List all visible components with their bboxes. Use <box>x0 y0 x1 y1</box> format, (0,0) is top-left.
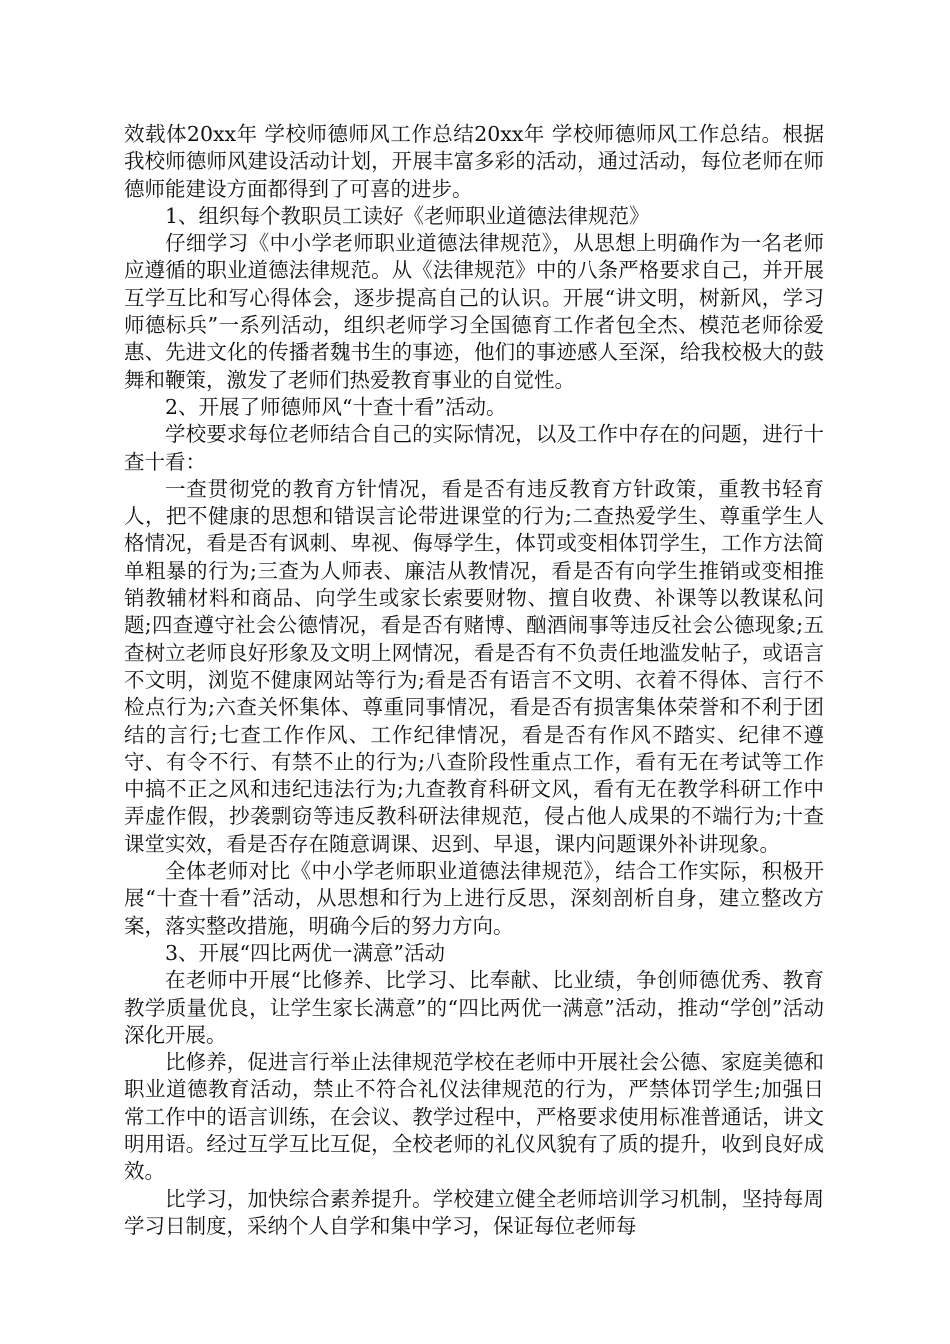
section-heading-1: 1、组织每个教职员工读好《老师职业道德法律规范》 <box>165 203 650 228</box>
intro-paragraph: 效载体20xx年 学校师德师风工作总结20xx年 学校师德师风工作总结。根据我校师德师风建设活动计划，开展丰富多彩的活动，通过活动，每位老师在师德师能建设方面都得到了可喜的进步。 <box>124 122 824 201</box>
section-heading-2: 2、开展了师德师风“十查十看”活动。 <box>165 394 507 419</box>
body-paragraph: 全体老师对比《中小学老师职业道德法律规范》，结合工作实际，积极开展“十查十看”活动，从思想和行为上进行反思，深刻剖析自身，建立整改方案，落实整改措施，明确今后的努力方向。 <box>124 859 824 938</box>
body-paragraph: 一查贯彻党的教育方针情况，看是否有违反教育方针政策，重教书轻育人，把不健康的思想和错误言论带进课堂的行为;二查热爱学生、尊重学生人格情况，看是否有讽刺、卑视、侮辱学生，体罚或变相体罚学生，工作方法简单粗暴的行为;三查为人师表、廉洁从教情况，看是否有向学生推销或变相推销教辅材料和商品、向学生或家长索要财物、擅自收费、补课等以教谋私问题;四查遵守社会公德情况，看是否有赌博、酗酒闹事等违反社会公德现象;五查树立老师良好形象及文明上网情况，看是否有不负责任地滥发帖子，或语言不文明，浏览不健康网站等行为;看是否有语言不文明、衣着不得体、言行不检点行为;六查关怀集体、尊重同事情况，看是否有损害集体荣誉和不利于团结的言行;七查工作作风、工作纪律情况，看是否有作风不踏实、纪律不遵守、有令不行、有禁不止的行为;八查阶段性重点工作，看有无在考试等工作中搞不正之风和违纪违法行为;九查教育科研文风，看有无在教学科研工作中弄虚作假，抄袭剽窃等违反教科研法律规范，侵占他人成果的不端行为;十查课堂实效，看是否存在随意调课、迟到、早退，课内问题课外补讲现象。 <box>124 476 824 856</box>
document-body <box>124 121 824 1240</box>
body-paragraph: 比修养，促进言行举止法律规范学校在老师中开展社会公德、家庭美德和职业道德教育活动，禁止不符合礼仪法律规范的行为，严禁体罚学生;加强日常工作中的语言训练，在会议、教学过程中，严格要求使用标准普通话，讲文明用语。经过互学互比互促，全校老师的礼仪风貌有了质的提升，收到良好成效。 <box>124 1050 824 1184</box>
body-paragraph: 仔细学习《中小学老师职业道德法律规范》，从思想上明确作为一名老师应遵循的职业道德法律规范。从《法律规范》中的八条严格要求自己，并开展互学互比和写心得体会，逐步提高自己的认识。开展“讲文明，树新风，学习师德标兵”一系列活动，组织老师学习全国德育工作者包全杰、模范老师徐爱惠、先进文化的传播者魏书生的事迹，他们的事迹感人至深，给我校极大的鼓舞和鞭策，激发了老师们热爱教育事业的自觉性。 <box>124 231 824 392</box>
body-paragraph: 在老师中开展“比修养、比学习、比奉献、比业绩，争创师德优秀、教育教学质量优良，让学生家长满意”的“四比两优一满意”活动，推动“学创”活动深化开展。 <box>124 968 824 1047</box>
section-heading-3: 3、开展“四比两优一满意”活动 <box>165 940 446 965</box>
body-paragraph: 学校要求每位老师结合自己的实际情况，以及工作中存在的问题，进行十查十看： <box>124 422 824 474</box>
body-paragraph: 比学习，加快综合素养提升。学校建立健全老师培训学习机制，坚持每周学习日制度，采纳个人自学和集中学习，保证每位老师每 <box>124 1186 824 1238</box>
